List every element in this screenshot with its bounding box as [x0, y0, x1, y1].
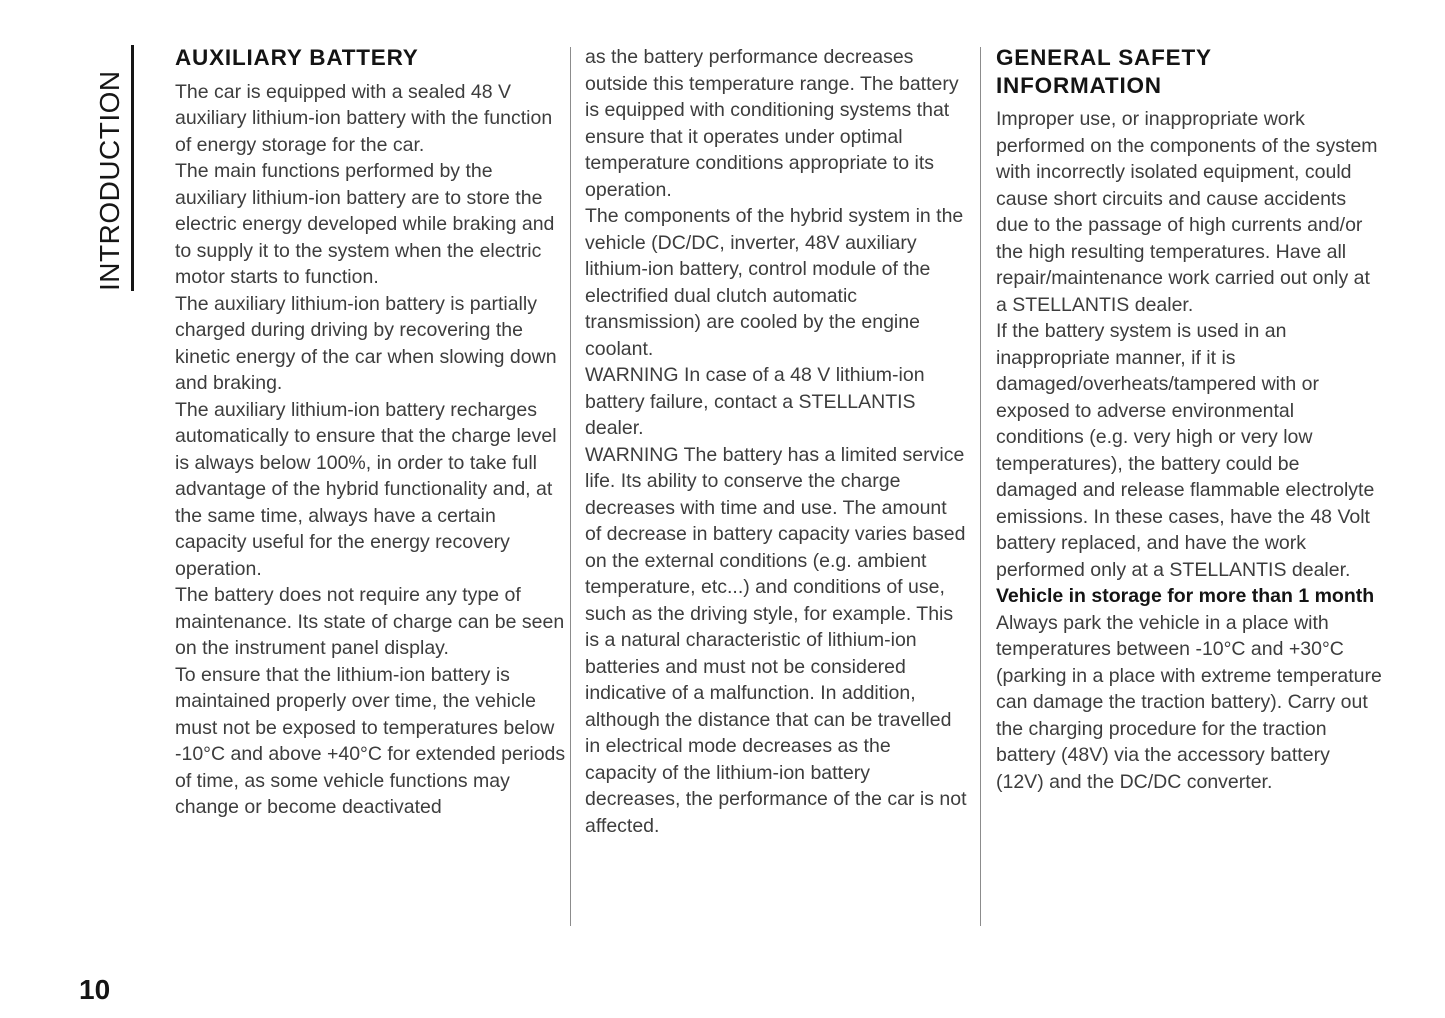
body-paragraph: The auxiliary lithium-ion battery recharges automatically to ensure that the charge level is always below 100%, in order to take full advantage of the hybrid functionality and, at the same time, always have a certain capacity useful for the energy recovery operation. [175, 398, 557, 580]
subheading-vehicle-in-storage: Vehicle in storage for more than 1 month [996, 585, 1375, 607]
column-general-safety [996, 44, 1382, 795]
column-battery-continued [585, 44, 967, 839]
body-paragraph: The car is equipped with a sealed 48 V auxiliary lithium-ion battery with the function of energy storage for the car. [175, 80, 553, 156]
chapter-tab-label: INTRODUCTION [94, 45, 134, 291]
body-paragraph: The auxiliary lithium-ion battery is partially charged during driving by recovering the kinetic energy of the car when slowing down and braking. [175, 292, 557, 394]
column-divider [980, 47, 981, 926]
column-divider [570, 47, 571, 926]
body-paragraph: as the battery performance decreases outside this temperature range. The battery is equipped with conditioning systems that ensure that it operates under optimal temperature conditions appropriate to its operation. [585, 46, 959, 201]
section-heading-general-safety-information: GENERAL SAFETY INFORMATION [996, 45, 1212, 98]
body-paragraph: Always park the vehicle in a place with temperatures between -10°C and +30°C (parking in a place with extreme temperature can damage the traction battery). Carry out the charging procedure for the traction battery (48V) via the accessory battery (12V) and the DC/DC converter. [996, 611, 1382, 793]
warning-paragraph: WARNING In case of a 48 V lithium-ion battery failure, contact a STELLANTIS dealer. [585, 364, 925, 439]
warning-paragraph: WARNING The battery has a limited service life. Its ability to conserve the charge decreases with time and use. The amount of decrease in battery capacity varies based on the external conditions (e.g. ambient temperature, etc...) and conditions of use, such as the driving style, for example. This is a natural characteristic of lithium-ion batteries and must not be considered indicative of a malfunction. In addition, although the distance that can be travelled in electrical mode decreases as the capacity of the lithium-ion battery decreases, the performance of the car is not affected. [585, 443, 967, 837]
body-paragraph: The main functions performed by the auxiliary lithium-ion battery are to store the electric energy developed while braking and to supply it to the system when the electric motor starts to function. [175, 160, 555, 288]
body-paragraph: To ensure that the lithium-ion battery is maintained properly over time, the vehicle must not be exposed to temperatures below -10°C and above +40°C for extended periods of time, as some vehicle functions may change or become deactivated [175, 663, 566, 818]
body-paragraph: The components of the hybrid system in the vehicle (DC/DC, inverter, 48V auxiliary lithium-ion battery, control module of the electrified dual clutch automatic transmission) are cooled by the engine coolant. [585, 205, 964, 360]
section-heading-auxiliary-battery: AUXILIARY BATTERY [175, 45, 419, 70]
body-paragraph: Improper use, or inappropriate work performed on the components of the system with incorrectly isolated equipment, could cause short circuits and cause accidents due to the passage of high currents and/or the high resulting temperatures. Have all repair/maintenance work carried out only at a STELLANTIS dealer. [996, 108, 1378, 316]
body-paragraph: If the battery system is used in an inappropriate manner, if it is damaged/overheats/tampered with or exposed to adverse environmental conditions (e.g. very high or very low temperatures), the battery could be damaged and release flammable electrolyte emissions. In these cases, have the 48 Volt battery replaced, and have the work performed only at a STELLANTIS dealer. [996, 320, 1375, 581]
page-number: 10 [79, 974, 111, 1005]
body-paragraph: The battery does not require any type of maintenance. Its state of charge can be seen on the instrument panel display. [175, 584, 565, 659]
column-auxiliary-battery [175, 44, 567, 821]
